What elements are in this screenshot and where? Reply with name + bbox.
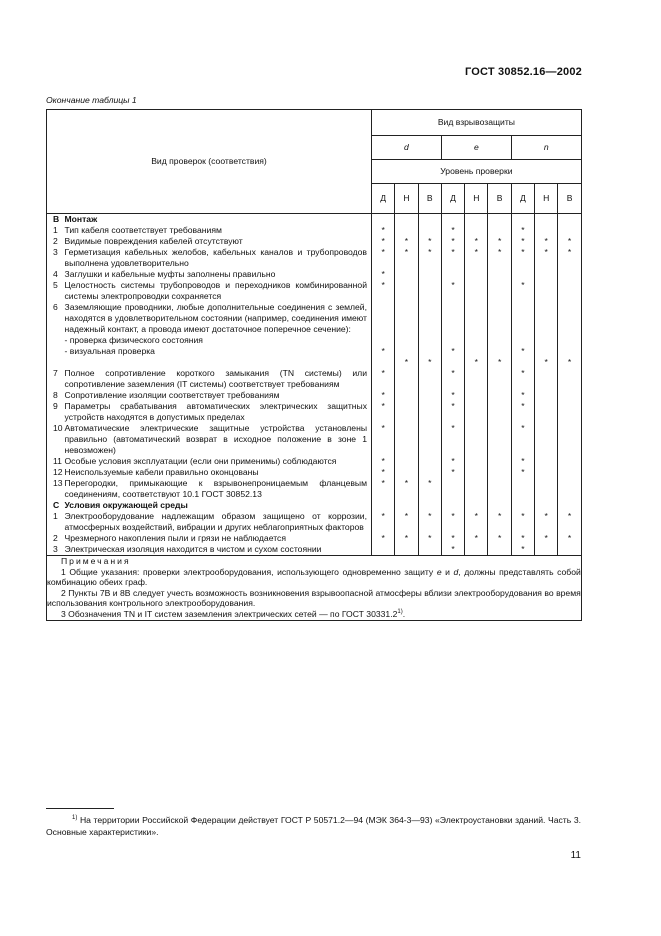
row-number: 9 xyxy=(47,401,61,423)
row-number: 7 xyxy=(47,368,61,390)
section-row xyxy=(47,214,582,226)
header-check-type: Вид проверок (соответствия) xyxy=(47,110,372,214)
check-mark: * xyxy=(535,511,558,533)
check-mark xyxy=(465,456,488,467)
check-mark: * xyxy=(511,511,534,533)
row-number: 13 xyxy=(47,478,61,500)
check-mark xyxy=(418,225,441,236)
check-description: Особые условия эксплуатации (если они применимы) соблюдаются xyxy=(61,456,372,467)
check-mark xyxy=(535,269,558,280)
check-mark xyxy=(465,214,488,226)
check-mark xyxy=(558,214,581,226)
table-notes xyxy=(47,556,582,621)
check-mark xyxy=(395,269,418,280)
check-mark xyxy=(488,214,511,226)
check-mark: * xyxy=(372,280,395,302)
check-description: Параметры срабатывания автоматических электрических защитных устройств находятся в допустимых пределах xyxy=(61,401,372,423)
check-mark xyxy=(535,467,558,478)
check-mark xyxy=(535,225,558,236)
check-mark: * xyxy=(465,247,488,269)
check-mark xyxy=(488,478,511,500)
check-mark xyxy=(488,280,511,302)
row-number: В xyxy=(47,214,61,226)
check-mark xyxy=(558,423,581,456)
check-mark: * xyxy=(441,247,464,269)
footnote-separator xyxy=(46,808,114,809)
check-mark: * xyxy=(441,456,464,467)
check-mark xyxy=(535,544,558,556)
check-mark xyxy=(372,500,395,511)
section-title: Монтаж xyxy=(61,214,372,226)
row-number: 3 xyxy=(47,544,61,556)
table-row xyxy=(47,368,582,390)
level-label: Н xyxy=(465,184,488,214)
check-mark: * xyxy=(418,478,441,500)
row-number: 1 xyxy=(47,225,61,236)
check-mark: * xyxy=(488,533,511,544)
check-description: Чрезмерного накопления пыли и грязи не наблюдается xyxy=(61,533,372,544)
check-mark xyxy=(418,467,441,478)
check-description: Электрическая изоляция находится в чистом и сухом состоянии xyxy=(61,544,372,556)
check-mark xyxy=(535,390,558,401)
check-mark: * xyxy=(372,423,395,456)
table-row xyxy=(47,236,582,247)
table-row xyxy=(47,247,582,269)
check-mark xyxy=(535,368,558,390)
check-mark: * xyxy=(511,280,534,302)
check-mark xyxy=(395,467,418,478)
table-row xyxy=(47,467,582,478)
check-mark xyxy=(488,368,511,390)
check-mark: * xyxy=(372,467,395,478)
table-row xyxy=(47,478,582,500)
level-label: В xyxy=(488,184,511,214)
header-protection-n: n xyxy=(511,136,581,160)
level-label: Н xyxy=(395,184,418,214)
check-mark: * xyxy=(465,302,488,368)
check-mark: * xyxy=(441,280,464,302)
check-mark: * xyxy=(395,302,418,368)
check-mark xyxy=(465,225,488,236)
table-row xyxy=(47,511,582,533)
check-mark xyxy=(511,478,534,500)
check-mark xyxy=(395,423,418,456)
row-number: С xyxy=(47,500,61,511)
check-mark xyxy=(558,269,581,280)
row-number: 3 xyxy=(47,247,61,269)
check-mark: * xyxy=(511,390,534,401)
check-subitem: - проверка физического состояния xyxy=(64,335,203,345)
check-mark: * xyxy=(488,247,511,269)
check-mark: * xyxy=(511,467,534,478)
check-mark xyxy=(395,368,418,390)
check-mark: * xyxy=(441,225,464,236)
check-mark xyxy=(418,423,441,456)
row-number: 12 xyxy=(47,467,61,478)
standard-code: ГОСТ 30852.16—2002 xyxy=(464,66,582,78)
check-mark xyxy=(395,456,418,467)
level-label: В xyxy=(558,184,581,214)
check-mark xyxy=(441,214,464,226)
section-row xyxy=(47,500,582,511)
check-mark: * xyxy=(465,511,488,533)
check-mark xyxy=(511,214,534,226)
check-mark: * xyxy=(372,236,395,247)
check-mark: * xyxy=(511,533,534,544)
check-mark xyxy=(535,478,558,500)
check-mark: * xyxy=(441,302,464,368)
note-1: 1 Общие указания: проверки электрооборудования, использующего одновременно защиту e и d, должны представлять собой комбинацию обеих граф. xyxy=(47,566,581,588)
table-body xyxy=(47,214,582,556)
check-mark: * xyxy=(511,423,534,456)
check-mark xyxy=(465,390,488,401)
page-number: 11 xyxy=(570,850,581,861)
check-mark: * xyxy=(372,247,395,269)
check-mark: * xyxy=(488,302,511,368)
check-description: Сопротивление изоляции соответствует требованиям xyxy=(61,390,372,401)
check-mark: * xyxy=(558,533,581,544)
check-mark: * xyxy=(418,533,441,544)
header-protection-type: Вид взрывозащиты xyxy=(372,110,582,136)
check-mark xyxy=(418,456,441,467)
notes-title: Примечания xyxy=(61,556,131,566)
check-mark xyxy=(488,423,511,456)
check-mark xyxy=(465,500,488,511)
check-mark: * xyxy=(418,302,441,368)
check-mark: * xyxy=(558,511,581,533)
check-description: Тип кабеля соответствует требованиям xyxy=(61,225,372,236)
check-description: Видимые повреждения кабелей отсутствуют xyxy=(61,236,372,247)
check-mark: * xyxy=(441,368,464,390)
check-mark xyxy=(558,280,581,302)
check-mark xyxy=(465,280,488,302)
check-mark: * xyxy=(372,368,395,390)
check-mark: * xyxy=(511,247,534,269)
check-mark: * xyxy=(395,511,418,533)
table-caption: Окончание таблицы 1 xyxy=(46,95,137,105)
check-description xyxy=(61,302,372,368)
check-mark: * xyxy=(441,401,464,423)
check-mark: * xyxy=(372,401,395,423)
check-mark xyxy=(535,214,558,226)
check-mark: * xyxy=(441,544,464,556)
check-mark xyxy=(511,269,534,280)
row-number: 6 xyxy=(47,302,61,368)
check-mark xyxy=(465,467,488,478)
check-mark xyxy=(465,544,488,556)
inspection-table xyxy=(46,109,582,621)
check-mark: * xyxy=(372,478,395,500)
check-mark: * xyxy=(511,401,534,423)
row-number: 5 xyxy=(47,280,61,302)
check-mark: * xyxy=(372,456,395,467)
check-mark: * xyxy=(372,269,395,280)
check-mark xyxy=(535,280,558,302)
check-mark: * xyxy=(395,478,418,500)
check-mark: * xyxy=(418,247,441,269)
check-mark xyxy=(465,423,488,456)
check-mark xyxy=(418,368,441,390)
check-mark: * xyxy=(535,533,558,544)
check-mark: * xyxy=(441,390,464,401)
table-row xyxy=(47,401,582,423)
row-number: 11 xyxy=(47,456,61,467)
check-mark: * xyxy=(465,533,488,544)
section-title: Условия окружающей среды xyxy=(61,500,372,511)
check-mark xyxy=(465,269,488,280)
check-mark xyxy=(488,544,511,556)
level-label: Н xyxy=(535,184,558,214)
check-description: Полное сопротивление короткого замыкания (TN системы) или сопротивление заземления (IT системы) соответствует требованиям xyxy=(61,368,372,390)
check-mark: * xyxy=(535,302,558,368)
table-row xyxy=(47,390,582,401)
check-mark xyxy=(488,500,511,511)
check-mark xyxy=(395,401,418,423)
level-label: Д xyxy=(441,184,464,214)
check-mark: * xyxy=(511,225,534,236)
check-mark: * xyxy=(372,533,395,544)
check-mark xyxy=(441,500,464,511)
check-mark xyxy=(558,401,581,423)
check-mark: * xyxy=(558,247,581,269)
level-label: Д xyxy=(372,184,395,214)
check-mark xyxy=(395,544,418,556)
note-2: 2 Пункты 7В и 8В следует учесть возможность возникновения взрывоопасной атмосферы вблизи электрооборудования во время использования контрольного электрооборудования. xyxy=(47,587,581,609)
check-description: Неиспользуемые кабели правильно оконцованы xyxy=(61,467,372,478)
table-row xyxy=(47,544,582,556)
check-mark: * xyxy=(511,456,534,467)
check-mark: * xyxy=(488,511,511,533)
check-mark xyxy=(535,456,558,467)
header-protection-d: d xyxy=(372,136,442,160)
note-3: 3 Обозначения TN и IT систем заземления электрических сетей — по ГОСТ 30331.2$^{1)}$. xyxy=(61,608,406,619)
check-mark xyxy=(418,214,441,226)
check-mark: * xyxy=(488,236,511,247)
row-number: 2 xyxy=(47,533,61,544)
check-mark: * xyxy=(511,368,534,390)
check-mark xyxy=(465,368,488,390)
check-mark xyxy=(418,500,441,511)
check-mark: * xyxy=(441,511,464,533)
check-mark xyxy=(395,390,418,401)
check-mark xyxy=(488,401,511,423)
footnote-text: На территории Российской Федерации действует ГОСТ Р 50571.2—94 (МЭК 364-3—93) «Электроустановки зданий. Часть 3. Основные характеристики». xyxy=(46,815,581,837)
check-mark: * xyxy=(441,533,464,544)
header-protection-e: e xyxy=(441,136,511,160)
check-mark xyxy=(535,500,558,511)
check-mark: * xyxy=(372,225,395,236)
check-mark xyxy=(558,390,581,401)
row-number: 10 xyxy=(47,423,61,456)
level-label: В xyxy=(418,184,441,214)
check-mark: * xyxy=(418,511,441,533)
check-mark: * xyxy=(395,236,418,247)
check-mark: * xyxy=(535,236,558,247)
check-mark xyxy=(418,280,441,302)
check-mark xyxy=(488,467,511,478)
row-number: 4 xyxy=(47,269,61,280)
row-number: 1 xyxy=(47,511,61,533)
check-description: Перегородки, примыкающие к взрывонепроницаемым фланцевым соединениям, соответствуют 10.1 ГОСТ 30852.13 xyxy=(61,478,372,500)
check-mark xyxy=(488,269,511,280)
table-row xyxy=(47,423,582,456)
check-mark xyxy=(441,478,464,500)
check-mark xyxy=(558,456,581,467)
check-mark: * xyxy=(511,544,534,556)
check-mark xyxy=(372,544,395,556)
header-check-level: Уровень проверки xyxy=(372,160,582,184)
check-mark xyxy=(535,423,558,456)
check-mark: * xyxy=(372,511,395,533)
check-mark xyxy=(558,478,581,500)
check-mark: * xyxy=(395,533,418,544)
row-number: 2 xyxy=(47,236,61,247)
check-mark: * xyxy=(372,390,395,401)
table-row xyxy=(47,533,582,544)
check-mark: * xyxy=(441,467,464,478)
check-description: Целостность системы трубопроводов и переходников комбинированной системы электропроводки сохраняется xyxy=(61,280,372,302)
table-row xyxy=(47,456,582,467)
check-mark xyxy=(418,269,441,280)
check-mark xyxy=(395,280,418,302)
check-mark: * xyxy=(418,236,441,247)
check-description: Герметизация кабельных желобов, кабельных каналов и трубопроводов выполнена удовлетворительно xyxy=(61,247,372,269)
check-mark xyxy=(558,225,581,236)
table-row xyxy=(47,280,582,302)
check-mark: * xyxy=(511,236,534,247)
row-number: 8 xyxy=(47,390,61,401)
check-mark xyxy=(418,401,441,423)
check-mark xyxy=(488,390,511,401)
check-mark xyxy=(488,456,511,467)
check-mark xyxy=(558,467,581,478)
level-label: Д xyxy=(511,184,534,214)
check-mark xyxy=(395,214,418,226)
check-description: Заглушки и кабельные муфты заполнены правильно xyxy=(61,269,372,280)
check-mark: * xyxy=(558,302,581,368)
check-description-main: Заземляющие проводники, любые дополнительные соединения с землей, находятся в удовлетворительном состоянии (например, соединения имеют надежный контакт, а провода имеют достаточное поперечное сечение): xyxy=(64,302,367,334)
check-mark xyxy=(441,269,464,280)
check-subitem: - визуальная проверка xyxy=(64,346,155,356)
check-mark xyxy=(465,401,488,423)
table-row xyxy=(47,269,582,280)
footnote-ref: 1) xyxy=(72,815,78,821)
check-mark xyxy=(418,544,441,556)
check-mark: * xyxy=(535,247,558,269)
check-description: Электрооборудование надлежащим образом защищено от коррозии, атмосферных воздействий, вибрации и других неблагоприятных факторов xyxy=(61,511,372,533)
table-row xyxy=(47,225,582,236)
check-mark xyxy=(372,214,395,226)
check-mark: * xyxy=(511,302,534,368)
check-mark xyxy=(558,500,581,511)
check-mark xyxy=(511,500,534,511)
check-mark xyxy=(558,368,581,390)
check-mark: * xyxy=(465,236,488,247)
check-mark: * xyxy=(558,236,581,247)
check-mark xyxy=(395,225,418,236)
check-mark: * xyxy=(441,236,464,247)
check-mark xyxy=(535,401,558,423)
check-mark: * xyxy=(372,302,395,368)
check-mark xyxy=(488,225,511,236)
check-mark xyxy=(418,390,441,401)
table-row xyxy=(47,302,582,368)
footnote xyxy=(46,815,581,838)
check-mark: * xyxy=(441,423,464,456)
check-mark xyxy=(558,544,581,556)
check-mark xyxy=(465,478,488,500)
check-mark: * xyxy=(395,247,418,269)
check-mark xyxy=(395,500,418,511)
check-description: Автоматические электрические защитные устройства установлены правильно (автоматический возврат в исходное положение в зоне 1 невозможен) xyxy=(61,423,372,456)
